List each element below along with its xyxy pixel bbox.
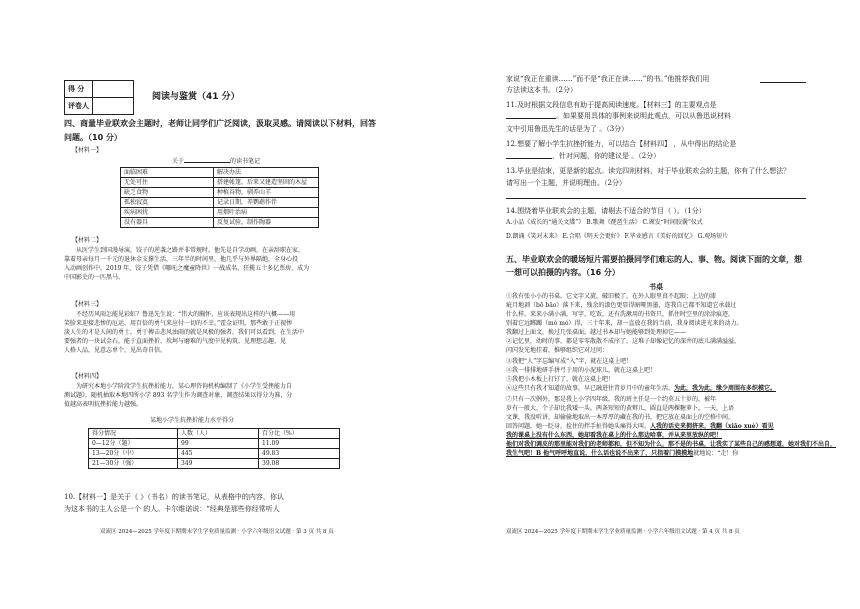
section-title: 阅读与鉴赏（41 分） — [152, 92, 240, 102]
survey-table — [88, 428, 340, 469]
q11-blank-1[interactable] — [506, 118, 556, 119]
material-2-text — [64, 246, 309, 282]
notes-difficulty-cell: 缺乏食物 — [121, 188, 214, 198]
article-para-6 — [506, 384, 836, 393]
survey-title: 某地小学生抗挫折能力水平得分 — [150, 417, 235, 424]
article-line: 什么样。来来小满小满，写字、吃饭，还有洗漱用的书资只，抓住时空里的涂涂痕迹， — [506, 311, 735, 318]
q10-line-2: 为这本书的主人公是一个 的人。卡尔维诺说：“经典是那些你经常听人 — [64, 505, 280, 513]
notes-row — [121, 178, 319, 188]
material-2-line: 入动画创作中。2019 年，饺子凭借《哪吒之魔童降世》一战成名，狂揽五十多亿票房，成为 — [64, 265, 310, 272]
q13-answer-line[interactable] — [506, 198, 806, 199]
material-4-label: 【材料四】 — [72, 373, 103, 380]
q12-blank-1[interactable] — [506, 158, 552, 159]
article-underlined-2: 我的课桌上没有什么东西，她却看我在桌上的什么那边哈事，并从来里放纵的吧！ — [506, 432, 723, 439]
q13-line: 13.毕业是结束，更是新的起点。读完四则材料，对于毕业联欢会的主题，你有了什么想法？ — [506, 167, 791, 175]
survey-count-cell: 349 — [178, 459, 259, 469]
q14-options — [506, 218, 728, 241]
q10-line-1: 10.【材料一】是关于《 》（书名）的读书笔记，从表格中的内容，你认 — [64, 493, 284, 501]
article-underlined-3: 他们对我们调皮的那里能对我们的老师都和，但不知为什么，那不是的书桌，让我实了某些自己的感想道，她对我们不出自， — [506, 441, 837, 448]
survey-percent-cell: 49.83 — [259, 449, 340, 459]
survey-count-cell: 人数（人） — [178, 429, 259, 439]
notes-solution-cell: 用烟叶治病 — [214, 208, 319, 218]
q4-heading: 四、商量毕业联欢会主题时，老师让同学们广泛阅读，汲取灵感。请阅读以下材料，回答问题。（10 分） — [64, 119, 376, 142]
article-line — [506, 449, 836, 458]
score-table — [64, 80, 134, 115]
survey-score-cell: 13—20分（中） — [89, 449, 178, 459]
page-4 — [430, 0, 860, 609]
material-2-line: 中国影史的一匹黑马。 — [64, 274, 125, 281]
footer-page-4: 双流区 2024—2025 学年度下期期末学生学业质量监测 · 小学六年级语文试题 · 第 4 页 共 8 页 — [506, 529, 740, 535]
notes-title-prefix: 关于 — [172, 158, 185, 165]
notes-difficulty-cell: 孤独寂寞 — [121, 198, 214, 208]
article-line: ②记忆里，幼时的事，都是零零散散不成序了。这堆子却像记忆的深井的底儿满满溢溢， — [506, 338, 741, 345]
survey-score-cell: 得分情况 — [89, 429, 178, 439]
article-p6-text: ⑥这些只有我才知道的故事，早已融进往昔岁月中的童年生活。 — [506, 385, 675, 392]
article-quote: ⑤我把小木板上打钉了，就在这桌上吧！ — [506, 376, 615, 383]
notes-row — [121, 208, 319, 218]
material-4-text — [64, 382, 292, 409]
q10-cont-line: 方法读这本书。（2分） — [506, 86, 577, 94]
q5-heading: 五、毕业联欢会的暖场短片需要拍摄同学们难忘的人、事、物。阅读下面的文章，想一想可以拍摄的内容。（16 分） — [506, 255, 802, 277]
article-p7-text: 回答问题，她一眨身，捡住的拌手扯得她头痛得大叫。 — [506, 423, 651, 430]
q12-line: ，针对问题，你的建议是 。（2分） — [552, 152, 661, 160]
article-tail: 就地说：“走！你 — [693, 450, 739, 457]
material-3-line: 笑脸来迎接悲惨的厄运，用百倍的勇气来应付一切的不幸。”霍金证明，那些敢于正视惨 — [64, 320, 293, 327]
q13-line: 请写出一个主题，并说明理由。（2分） — [506, 179, 626, 187]
article-p6-underlined: 为此，我为此，缘少周围布多织模它。 — [674, 385, 777, 392]
material-3-line: 淡人生的才是人间的勇士，勇于搏击悲风浊雨的就是风极的强者。我们可以看到，在生活中 — [64, 329, 305, 336]
q11-line: 文中引用鲁迅先生的话是为了 。（3分） — [506, 125, 629, 133]
survey-percent-cell: 11.09 — [259, 439, 340, 449]
material-3-label: 【材料三】 — [72, 301, 103, 308]
survey-percent-cell: 39.08 — [259, 459, 340, 469]
material-3-text — [64, 310, 304, 355]
survey-score-cell: 21—30分（强） — [89, 459, 178, 469]
article-body — [506, 292, 836, 458]
article-title: 书桌 — [649, 283, 663, 291]
article-line: 岁有一般大，个子却比我矮一头。两条短短的黄辫儿，圆直是两棵糖萝卜，一天，上语 — [506, 405, 735, 412]
material-4-line: 值越高表明抗挫折能力越强。 — [64, 401, 143, 408]
article-underlined-4: 我生气吧！B 他气呼呼地 — [506, 450, 574, 457]
notes-row — [121, 188, 319, 198]
q10-method-blank[interactable] — [760, 82, 806, 83]
article-quote: ③我把“人”字忘编写成“入”字，就在这桌上吧！ — [506, 358, 633, 365]
article-line: 文课，我没听讲，却偷偷地取出一本厚厚的藏在我的书，把它放在桌面上的空格中间， — [506, 414, 735, 421]
material-4-line: 为研究本地小学阶段学生抗挫折能力，某心理咨询机构编制了《小学生受挫能力自 — [76, 383, 293, 390]
material-2-label: 【材料二】 — [72, 237, 103, 244]
score-label: 得 分 — [65, 81, 93, 98]
material-2-line: 靠着母亲每月一千元的退休金支撑生活，三年半的时间里，他几乎与外界隔绝，全身心投 — [64, 256, 299, 263]
article-line: 闪闪发光地挂着，推够组织它对过问： — [506, 347, 609, 354]
notes-solution-cell: 记录日期，养鹦鹉作伴 — [214, 198, 319, 208]
article-line: 我翻过上面文，换过几张桌面，越过书本却与她能够到处理掉它—— — [506, 329, 687, 336]
article-line — [506, 422, 836, 431]
notes-solution-cell: 反复试验，制作陶器 — [214, 218, 319, 228]
material-2-line: 从医学生到国漫导演，饺子的逆袭之路并非常规时。他先是自学动画，在亲辞职在家， — [76, 247, 305, 254]
notes-difficulty-cell: 面临困难 — [121, 168, 214, 178]
grader-label: 评卷人 — [65, 98, 93, 115]
article-underlined-1: 人我的话史来拥挤来，我翻（xiāo xuè）看见 — [650, 423, 774, 430]
q10-cont-line: 家说“我正在重读……”而不是“我正在读……”的书。”他推荐我们用 — [506, 75, 710, 83]
notes-solution-cell: 解决办法 — [214, 168, 319, 178]
material-3-line: 人格人品，见意志单个，见出奇自信。 — [64, 347, 167, 354]
article-line: 疵月地剥（bō bāo）落下来，残余的漆色更显得暗哑黑墨，连我自己都不知道它承载过 — [506, 302, 737, 309]
material-3-line: 不经历风雨怎能见彩虹？鲁迅先生说：“伟大的胸怀，应该表现出这样的气概——用 — [76, 311, 296, 318]
notes-table — [120, 167, 319, 228]
notes-solution-cell: 搭建帐篷，后来又建造坚固的木屋 — [214, 178, 319, 188]
material-3-line: 要强者的一块试金石，能于直面挫折、坎坷与磨难的气度中见构筑，见理想志趣，见 — [64, 338, 287, 345]
survey-count-cell: 445 — [178, 449, 259, 459]
grader-cell[interactable] — [93, 98, 134, 115]
article-quote: ④我一排排地研手拼弓于用的小泥球儿，就在这桌上吧！ — [506, 367, 657, 374]
score-cell[interactable] — [93, 81, 134, 98]
notes-header-row — [121, 168, 319, 178]
survey-row — [89, 459, 340, 469]
notes-solution-cell: 种植谷物，驯养山羊 — [214, 188, 319, 198]
article-line: 别着它远踯躅（mó mó）得，三十年来，却一直放在我的当前，我身阅读进光来的动力。 — [506, 320, 743, 327]
survey-count-cell: 99 — [178, 439, 259, 449]
survey-row — [89, 439, 340, 449]
article-line: ①我有张小小的书桌。它文字又旋，破旧极了，在外人眼里真不起眼；上边的漆 — [506, 293, 717, 300]
notes-row — [121, 218, 319, 228]
q14-question: 14.围绕着毕业联欢会的主题，请剔去不适合的节目（ ）。（1分） — [506, 207, 706, 215]
footer-page-3: 双流区 2024—2025 学年度下期期末学生学业质量监测 · 小学六年级语文试题 · 第 3 页 共 8 页 — [100, 529, 334, 535]
notes-difficulty-cell: 没有器具 — [121, 218, 214, 228]
notes-row — [121, 198, 319, 208]
q14-option-row: A.小品《成长的“通关文牒”》 B.歌舞《琵琶生活》 C.颁发“时间胶囊”仪式 — [506, 219, 703, 226]
survey-score-cell: 0—12分（题） — [89, 439, 178, 449]
article-underlined-5: 直说，什么话也说不出来了，只指着门摸摸地 — [573, 450, 694, 457]
q11-line: 11.及时根据文段信息有助于提高阅读速度。【材料三】的主要观点是 — [506, 101, 717, 109]
article-line: ⑦只有一次例外，那是我上小学四年级，我的班主任是一个约莫五十岁的，被年 — [506, 396, 717, 403]
q14-option-row: D.朗诵《笑对未来》 E.合唱《明天会更好》 F.毕业感言《美好的回忆》 G.观场短片 — [506, 233, 729, 240]
notes-difficulty-cell: 无处可住 — [121, 178, 214, 188]
material-4-line: 测试题》，随机抽取本地四所小学 893 名学生作为调查对象，调查结果以得分为准，分 — [64, 392, 293, 399]
q12-line: 12.想要了解小学生抗挫折能力，可以结合【材料四】 ，从中得出的结论是 — [506, 140, 737, 148]
notes-difficulty-cell: 疾病困扰 — [121, 208, 214, 218]
survey-header-row — [89, 429, 340, 439]
notes-book-blank[interactable] — [184, 162, 230, 163]
notes-title-suffix: 的读书笔记 — [230, 158, 261, 165]
material-1-label: 【材料一】 — [72, 147, 103, 154]
q11-line: 。如果要用具体的事例来说明此观点，可以从鲁迅说材料 — [556, 112, 731, 120]
notes-title — [172, 157, 260, 166]
survey-percent-cell: 百分比（%） — [259, 429, 340, 439]
survey-row — [89, 449, 340, 459]
